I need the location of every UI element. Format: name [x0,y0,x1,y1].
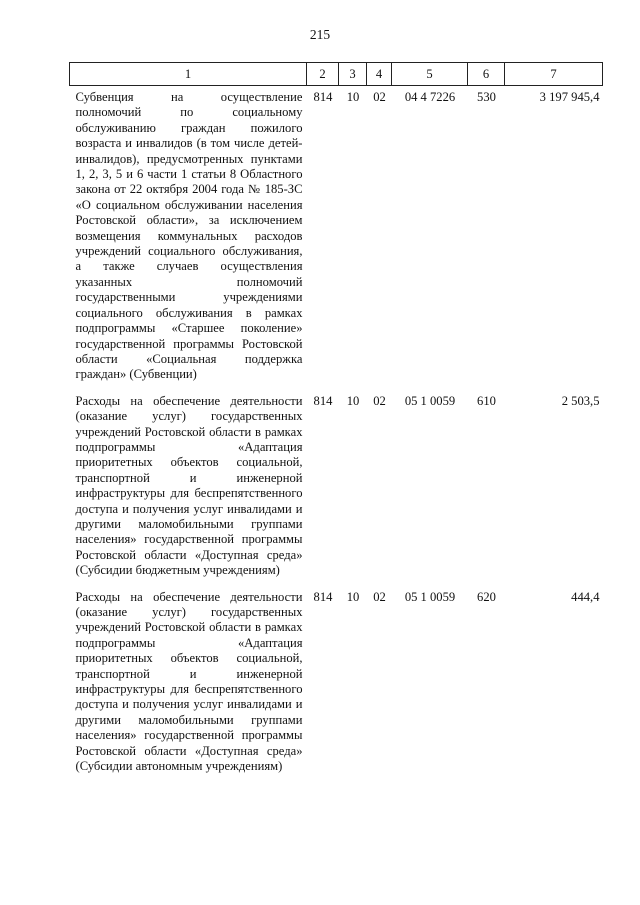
page-number: 215 [309,27,331,42]
table-row [70,586,603,782]
table-row [70,86,603,390]
target-article-code: 05 1 0059 [404,393,456,408]
table-header-row [70,63,603,86]
subsection-code: 02 [373,589,386,604]
column-header: 2 [307,63,339,86]
expense-type-code: 530 [477,90,496,104]
expense-description: Субвенция на осуществление полномочий по социальному обслуживанию граждан пожилого возраста и инвалидов (в том числе детей-инвалидов), предусмотренных пунктами 1, 2, 3, 5 и 6 части 1 статьи 8 Областного закона от 22 октября 2004 года № 185-ЗС «О социальном обслуживании населения Ростовской области», за исключением возмещения коммунальных расходов учреждений социального обслуживания, а также случаев осуществления указанных полномочий государственными учреждениями социального обслуживания в рамках подпрограммы «Старшее поколение» государственной программы Ростовской области «Социальная поддержка граждан» (Субвенции) [75,90,303,382]
expense-description: Расходы на обеспечение деятельности (оказание услуг) государственных учреждений Ростовской области в рамках подпрограммы «Адаптация приоритетных объектов социальной, транспортной и инженерной инфраструктуры для беспрепятственного доступа и получения услуг инвалидами и другими маломобильными группами населения» государственной программы Ростовской области «Доступная среда» (Субсидии бюджетным учреждениям) [75,393,303,578]
section-code: 10 [346,589,360,604]
ministry-code: 814 [313,393,333,408]
expense-description: Расходы на обеспечение деятельности (оказание услуг) государственных учреждений Ростовской области в рамках подпрограммы «Адаптация приоритетных объектов социальной, транспортной и инженерной инфраструктуры для беспрепятственного доступа и получения услуг инвалидами и другими маломобильными группами населения» государственной программы Ростовской области «Доступная среда» (Субсидии автономным учреждениям) [75,589,303,774]
target-article-code: 04 4 7226 [404,90,456,104]
column-header: 4 [367,63,392,86]
expense-type-code: 610 [477,393,496,408]
section-code: 10 [346,393,360,408]
table-row [70,390,603,586]
column-header: 1 [70,63,307,86]
target-article-code: 05 1 0059 [404,589,456,604]
column-header: 5 [392,63,468,86]
subsection-code: 02 [373,90,386,104]
column-header: 6 [468,63,505,86]
subsection-code: 02 [373,393,386,408]
section-code: 10 [346,90,360,104]
column-header: 3 [339,63,367,86]
ministry-code: 814 [313,90,333,104]
budget-table [69,62,603,781]
column-header: 7 [505,63,603,86]
amount: 3 197 945,4 [539,90,600,104]
amount: 2 503,5 [561,393,600,408]
amount: 444,4 [571,589,600,604]
ministry-code: 814 [313,589,333,604]
expense-type-code: 620 [477,589,496,604]
